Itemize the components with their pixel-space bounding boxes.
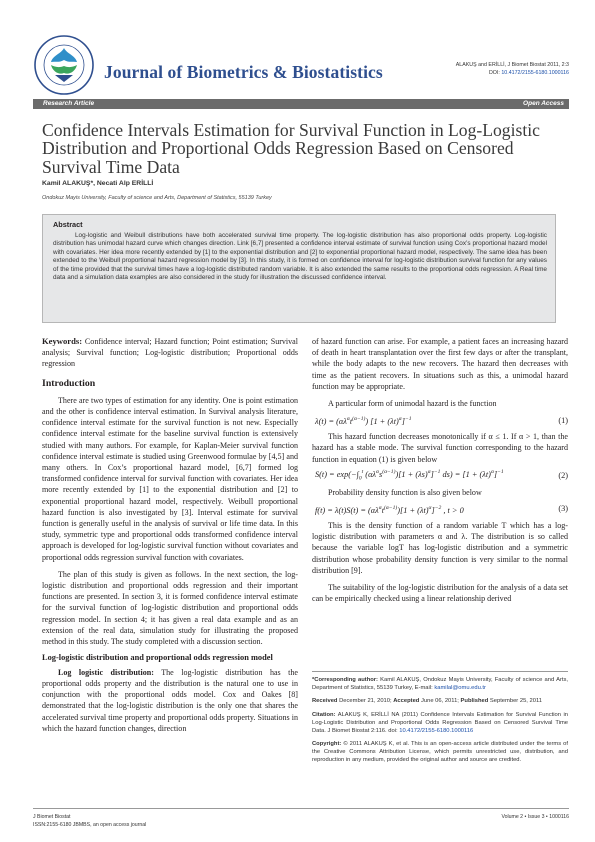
hazard-paragraph: of hazard function can arise. For example, a patient faces an increasing hazard of death in heart transplantation over the first few days or after the transplant, while the body adapts to the new recovers. The hazard then decreases with time as the patient recovers. In situations such as this, a unimodal hazard function may be appropriate.	[312, 337, 568, 391]
section-heading-log-logistic: Log-logistic distribution and proportional odds regression model	[42, 653, 273, 663]
left-column	[42, 336, 298, 734]
equation-1-formula: $\lambda(t) = (\alpha\lambda^\alpha t^{(\alpha-1)}) [1 + (\lambda t)^\alpha]^{-1}$	[315, 415, 412, 426]
equation-2	[312, 465, 568, 487]
equation-1	[312, 409, 568, 431]
corresponding-author-note	[312, 677, 568, 692]
open-access-label: Open Access	[523, 100, 564, 107]
dates-note	[312, 698, 568, 706]
copyright-note	[312, 741, 568, 764]
journal-name: Journal of Biometrics & Biostatistics	[104, 62, 383, 82]
doi-link[interactable]: 10.4172/2155-6180.1000116	[501, 70, 569, 77]
equation-3-number: (3)	[558, 504, 568, 514]
published-date: September 25, 2011	[489, 698, 542, 705]
keywords-label: Keywords:	[42, 336, 83, 346]
footer-volume: Volume 2 • Issue 3 • 1000116	[501, 814, 569, 820]
accepted-label: Accepted	[393, 698, 420, 705]
paper-title: Confidence Intervals Estimation for Survival Function in Log-Logistic Distribution and Proportional Odds Regression Based on Censored Survival Time Data	[42, 120, 540, 177]
citation-note	[312, 712, 568, 735]
pdf-intro: Probability density function is also given below	[328, 487, 482, 497]
affiliation: Ondokuz Mayis University, Faculty of science and Arts, Department of Statistics, 55139 Turkey	[42, 195, 272, 201]
accepted-date: June 06, 2011;	[420, 698, 459, 705]
corresponding-author-label: *Corresponding author:	[312, 677, 378, 683]
equation-2-formula: $S(t) = \exp(-\int_0^t$ $(\alpha\lambda^\alpha s^{(\alpha-1)})[1 + (\lambda s)^\alpha]^{-1}$ $ds) = [1 + (\lambda t)^\alpha]^{-1}$	[315, 469, 504, 482]
doi-line	[456, 69, 569, 77]
unimodal-intro: A particular form of unimodal hazard is the function	[328, 399, 497, 409]
equation-2-number: (2)	[558, 471, 568, 481]
density-paragraph: This is the density function of a random variable T which has a log-logistic distribution with parameters α and λ. The distribution is so called because the variable logT has log-logistic distribution and a symmetric distribution whose probability density function is very similar to the normal distribution [9].	[312, 521, 568, 575]
received-label: Received	[312, 698, 338, 705]
research-article-label: Research Article	[43, 100, 95, 107]
received-date: December 21, 2010;	[339, 698, 392, 705]
right-column	[312, 336, 568, 604]
citation-doi-link[interactable]: 10.4172/2155-6180.1000116	[399, 727, 474, 734]
citation-text: ALAKUŞ K, ERİLLİ NA (2011) Confidence Intervals Estimation for Survival Function in Log-Logistic Distribution and Proportional Odds Regression Based on Censored Survival Time Data. J Biomet Biostat 2:116. doi:	[312, 712, 568, 734]
author-list: Kamil ALAKUŞ*, Necati Alp ERİLLİ	[42, 180, 154, 187]
footer-issn: ISSN:2155-6180 JBMBS, an open access journal	[33, 822, 147, 829]
abstract-heading: Abstract	[53, 220, 83, 229]
corresponding-author-email[interactable]: kamilal@omu.edu.tr	[434, 684, 486, 691]
intro-paragraph-1: There are two types of estimation for any identity. One is point estimation and the other is confidence interval estimation. In Survival analysis literature, confidence interval estimate for the survival function is not new. Especially confidence interval estimate for the baseline survival function is extensively studied with many authors. For example, for Kaplan-Meier survival function confidence interval estimate is studied using Greenwood formulae by [4,5] and many others. In Cox’s proportional hazard model, [6,7] formed log transformed confidence interval for survival function with covariates. Her idea more recently extended by [1] to the exponential distribution and [2] to exponential proportional hazard model, respectively. Weibull proportional hazard function is also investigated by [3]. Interval estimate for survival function is generally useful in the analysis of survival or life time data. In this study, symmetric type and proportional odds transformed confidence interval approach is developed for log-logistic survival function without covariates and proportional odds regression survival function with covariates.	[42, 395, 298, 562]
journal-logo-seal	[33, 34, 95, 96]
suitability-paragraph: The suitability of the log-logistic distribution for the analysis of a data set can be empirically checked using a linear relationship derived	[312, 583, 568, 604]
citation-label: Citation:	[312, 712, 336, 719]
equation-3-formula: $f(t) = \lambda(t)S(t) = (\alpha\lambda^\alpha t^{(\alpha-1)})[1 + (\lambda t)^\alpha]^{-2}$ , t > 0	[315, 504, 464, 515]
abstract-text: Log-logistic and Weibull distributions have both accelerated survival time property. The log-logistic distribution has also proportional odds property. Log-logistic distribution has unimodal hazard curve which changes direction. Link [6,7] presented a confidence interval estimate of survival function using Cox’s proportional hazard model with covariates. Her idea more recently extended by [1] to the exponential distribution and [2] to exponential proportional hazard model, respectively. The same idea has been extended to the Weibull proportional hazard regression model by [3]. In this study, it is formed on confidence interval for log-logistic distribution survival function for any values of the time provided that the survival times have a log-logistic distributed random variable. It is also extended the same results to the proportional odds regression. A Real time data and a simulation data examples are also considered in the study for illustration the discussed confidence interval.	[53, 232, 547, 282]
log-logistic-paragraph	[42, 667, 298, 734]
article-notes	[312, 671, 568, 770]
page-footer	[33, 808, 569, 830]
abstract-box	[42, 214, 556, 323]
equation-1-number: (1)	[558, 415, 568, 425]
header-citation	[456, 61, 569, 77]
article-type-band	[33, 99, 569, 109]
journal-logo	[33, 34, 95, 96]
published-label: Published	[460, 698, 489, 705]
doi-label: DOI:	[488, 70, 500, 77]
log-logistic-text: The log-logistic distribution has the proportional odds property and the distribution is the natural one to use in conjunction with the proportional odds model. Cox and Oakes [8] demonstrated that the log-logistic distribution is the only one that shares the accelerated survival time property and proportional odds property. Situations in which the hazard function changes, direction	[42, 667, 298, 733]
hazard-monotone-paragraph: This hazard function decreases monotonically if α ≤ 1. If α > 1, than the hazard has a stable mode. The survival function corresponding to the hazard function in equation (1) is given below	[312, 432, 568, 464]
citation-line: ALAKUŞ and ERİLLİ, J Biomet Biostat 2011, 2:3	[455, 62, 569, 68]
corresponding-author-text: Kamil ALAKUŞ, Ondokuz Mayis University, Faculty of science and Arts, Department of Statistics, 55139 Turkey, E-mail:	[312, 677, 568, 691]
keywords-text: Confidence interval; Hazard function; Point estimation; Survival analysis; Survival function; Log-logistic distribution; Proportional odds regression	[42, 337, 298, 369]
intro-paragraph-2: The plan of this study is given as follows. In the next section, the log-logistic distribution and proportional odds regression and their important functions are presented. In section 3, it is formed confidence interval estimate for the survival function of log-logistic distribution and proportional odds regression model. In section 4; it has given a real data example and as an extension of the real data, simulation study for illustrating the proposed method in this study. The study completed with a discussion section.	[42, 569, 298, 647]
footer-journal: J Biomet Biostat	[33, 814, 71, 820]
copyright-label: Copyright:	[312, 741, 342, 748]
section-heading-introduction: Introduction	[42, 377, 96, 389]
equation-3	[312, 498, 568, 520]
copyright-text: © 2011 ALAKUŞ K, et al. This is an open-access article distributed under the terms of the Creative Commons Attribution License, which permits unrestricted use, distribution, and reproduction in any medium, provided the original author and source are credited.	[312, 741, 568, 763]
log-logistic-lead: Log logistic distribution:	[58, 667, 154, 677]
keywords	[42, 336, 298, 370]
